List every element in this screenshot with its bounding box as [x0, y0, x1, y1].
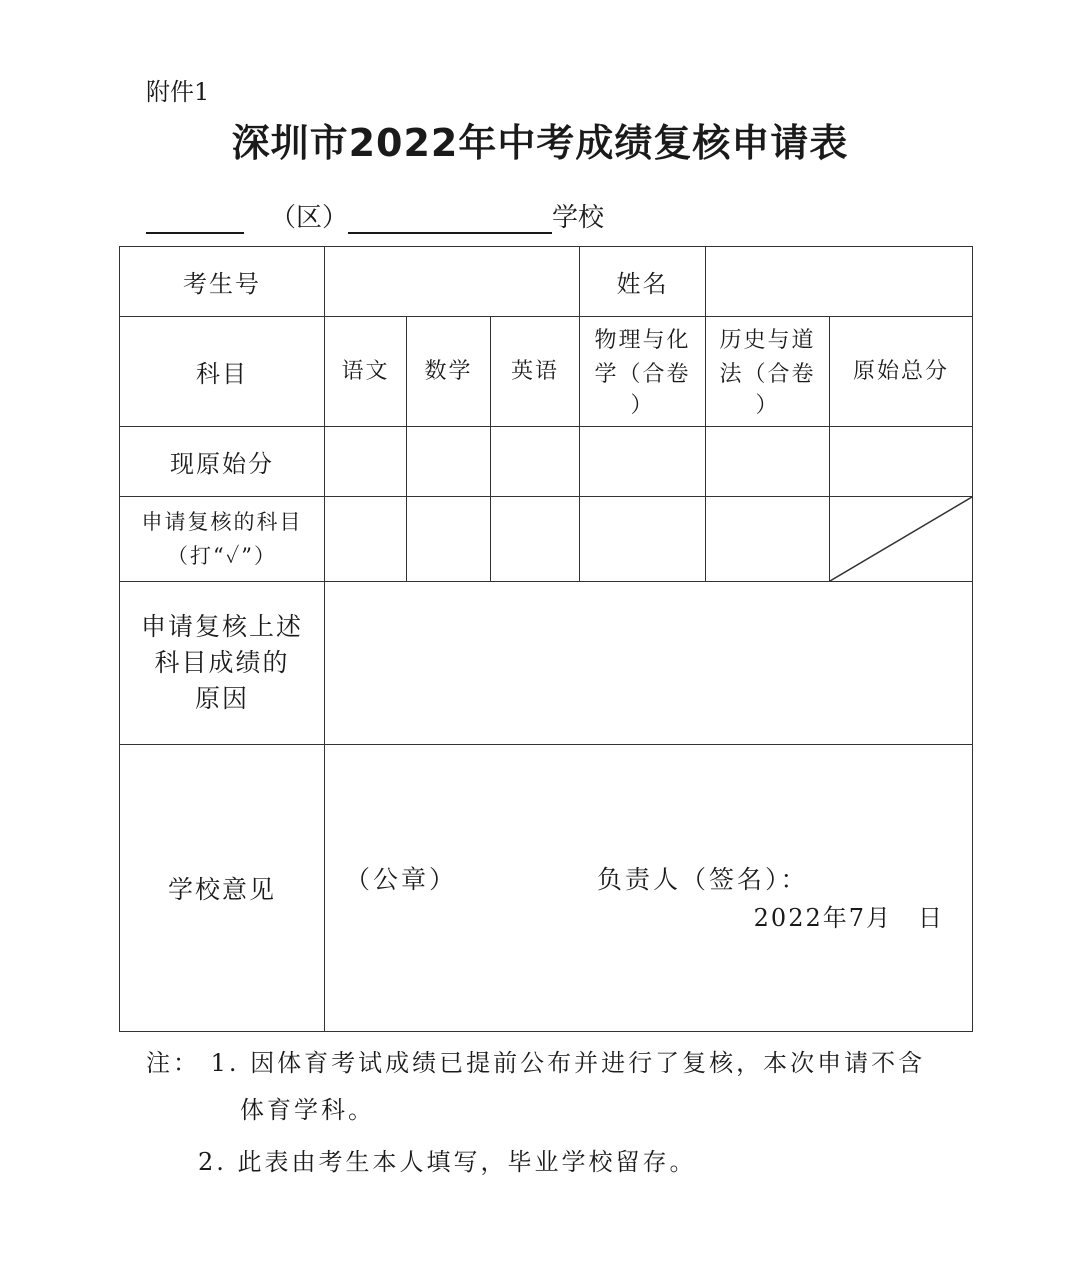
- exam-no-label: 考生号: [120, 247, 325, 317]
- raw-score-label: 现原始分: [120, 427, 325, 497]
- note-1-continued: 体育学科。: [240, 1096, 375, 1124]
- note-2: [198, 1142, 697, 1177]
- subject-history-law: 历史与道 法（合卷 ）: [706, 317, 830, 427]
- apply-check-cell[interactable]: [706, 497, 830, 582]
- school-opinion-label: 学校意见: [120, 745, 325, 1032]
- school-opinion-field[interactable]: [325, 745, 973, 1032]
- apply-check-cell[interactable]: [491, 497, 580, 582]
- signer-label: 负责人（签名）：: [597, 865, 809, 894]
- note-1-number: 1.: [210, 1049, 240, 1077]
- raw-score-cell[interactable]: [580, 427, 706, 497]
- exam-no-field[interactable]: [325, 247, 580, 317]
- raw-score-cell[interactable]: [830, 427, 973, 497]
- raw-score-cell[interactable]: [407, 427, 491, 497]
- subject-label: 科目: [120, 317, 325, 427]
- reason-field[interactable]: [325, 582, 973, 745]
- attachment-label: 附件1: [146, 78, 210, 106]
- apply-subject-label: 申请复核的科目 （打“✓”）: [120, 497, 325, 582]
- date-label: 2022年7月 日: [753, 904, 945, 932]
- diagonal-cell: [830, 497, 973, 582]
- subject-math: 数学: [407, 317, 491, 427]
- note-prefix: 注：: [146, 1049, 200, 1077]
- seal-label: （公章）: [345, 865, 458, 894]
- note-2-text: 此表由考生本人填写，毕业学校留存。: [237, 1148, 697, 1176]
- page-title: 深圳市2022年中考成绩复核申请表: [231, 121, 849, 165]
- subject-physics-chemistry: 物理与化 学（合卷 ）: [580, 317, 706, 427]
- raw-score-cell[interactable]: [325, 427, 407, 497]
- name-label: 姓名: [580, 247, 706, 317]
- district-label: （区）: [270, 203, 349, 233]
- application-table: [119, 246, 973, 1032]
- note-1: [146, 1043, 925, 1078]
- district-blank[interactable]: [146, 200, 244, 234]
- apply-check-cell[interactable]: [580, 497, 706, 582]
- school-line: [146, 200, 846, 240]
- subject-english: 英语: [491, 317, 580, 427]
- raw-score-cell[interactable]: [706, 427, 830, 497]
- note-2-number: 2.: [198, 1148, 227, 1176]
- school-blank[interactable]: [348, 200, 552, 234]
- subject-total: 原始总分: [830, 317, 973, 427]
- reason-label: 申请复核上述 科目成绩的 原因: [120, 582, 325, 745]
- apply-check-cell[interactable]: [325, 497, 407, 582]
- note-1-text: 因体育考试成绩已提前公布并进行了复核，本次申请不含: [250, 1049, 926, 1077]
- subject-chinese: 语文: [325, 317, 407, 427]
- school-label: 学校: [552, 203, 605, 233]
- apply-check-cell[interactable]: [407, 497, 491, 582]
- raw-score-cell[interactable]: [491, 427, 580, 497]
- diagonal-line: [830, 497, 972, 581]
- name-field[interactable]: [706, 247, 973, 317]
